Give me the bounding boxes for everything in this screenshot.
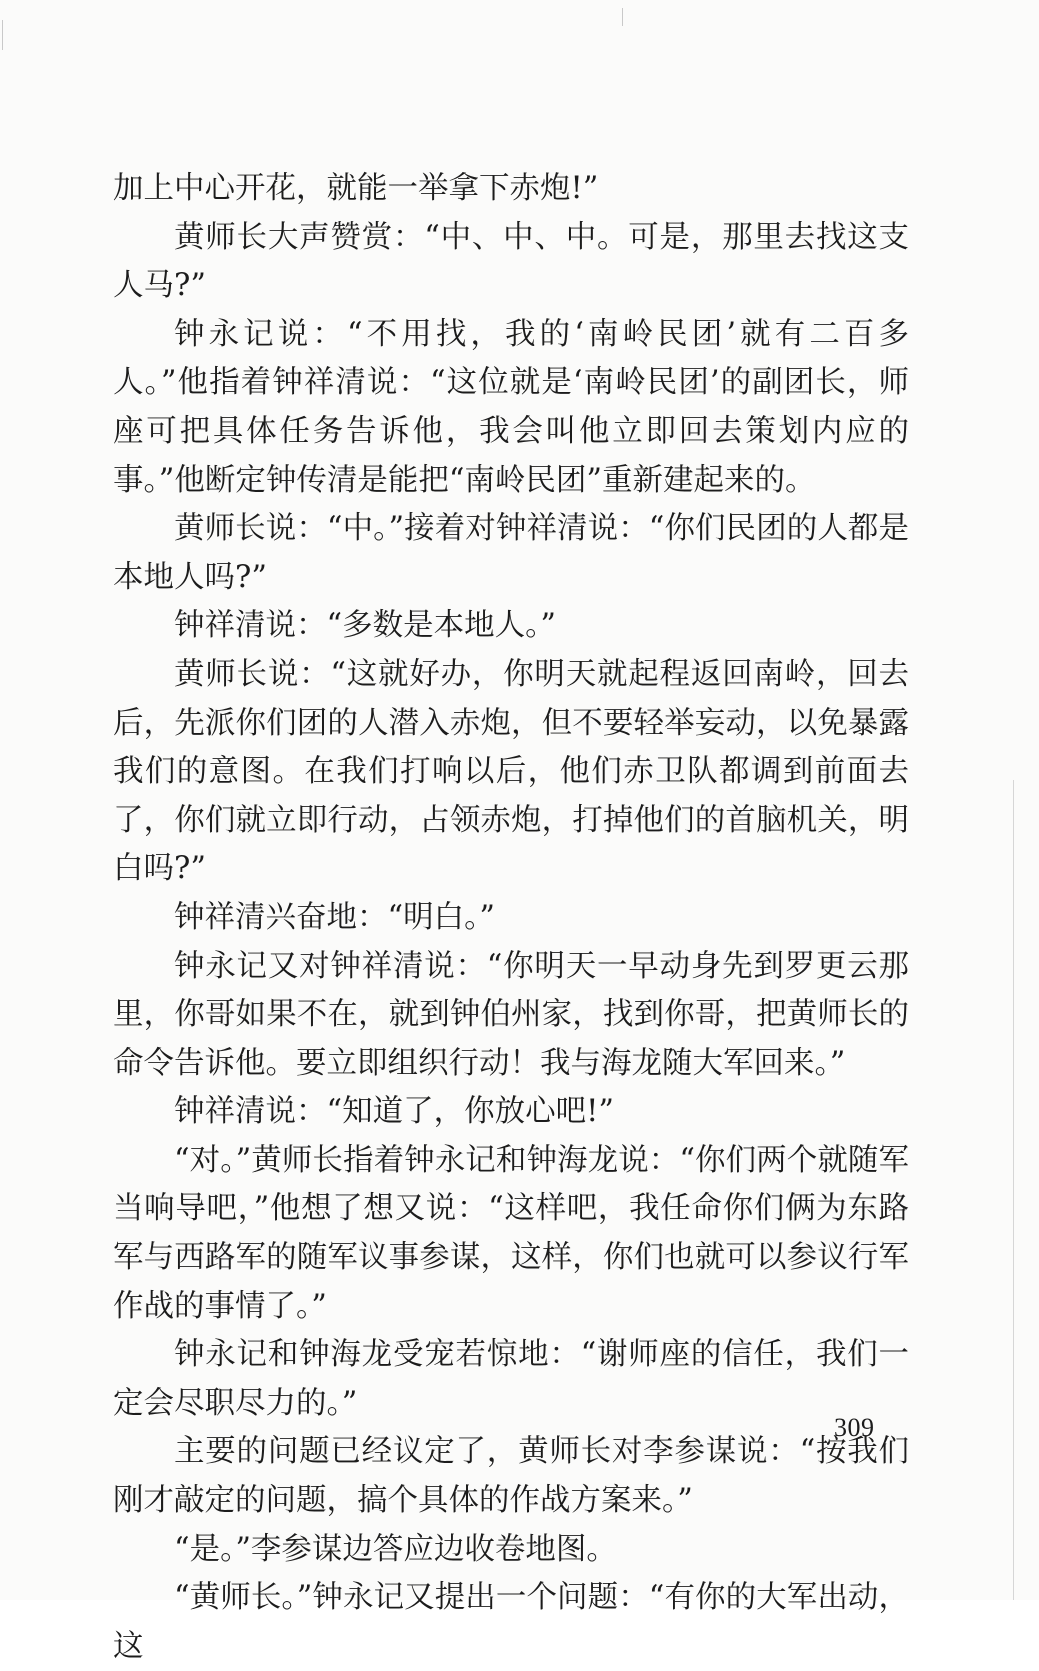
paragraph: 钟永记说：“不用找，我的‘南岭民团’就有二百多人。”他指着钟祥清说：“这位就是‘南岭民团’的副团长，师座可把具体任务告诉他，我会叫他立即回去策划内应的事。”他断定钟传清是能把“南岭民团”重新建起来的。 — [113, 316, 909, 498]
paragraph: 黄师长说：“中。”接着对钟祥清说：“你们民团的人都是本地人吗?” — [113, 511, 909, 595]
paragraph: 钟祥清说：“知道了，你放心吧!” — [174, 1094, 614, 1130]
paragraph: “对。”黄师长指着钟永记和钟海龙说：“你们两个就随军当响导吧，”他想了想又说：“这样吧，我任命你们俩为东路军与西路军的随军议事参谋，这样，你们也就可以参议行军作战的事情了。” — [113, 1142, 909, 1324]
paragraph: 钟永记和钟海龙受宠若惊地：“谢师座的信任，我们一定会尽职尽力的。” — [113, 1337, 909, 1421]
paragraph: “黄师长。”钟永记又提出一个问题：“有你的大军出动，这 — [113, 1580, 909, 1664]
paragraph: 加上中心开花，就能一举拿下赤炮!” — [113, 171, 599, 206]
paragraph: “是。”李参谋边答应边收卷地图。 — [174, 1531, 617, 1567]
paragraph: 钟祥清说：“多数是本地人。” — [174, 608, 556, 644]
paragraph: 钟永记又对钟祥清说：“你明天一早动身先到罗更云那里，你哥如果不在，就到钟伯州家，找到你哥，把黄师长的命令告诉他。要立即组织行动！我与海龙随大军回来。” — [113, 948, 909, 1081]
paragraph: 黄师长说：“这就好办，你明天就起程返回南岭，回去后，先派你们团的人潜入赤炮，但不要轻举妄动，以免暴露我们的意图。在我们打响以后，他们赤卫队都调到前面去了，你们就立即行动，占领赤炮，打掉他们的首脑机关，明白吗?” — [113, 656, 909, 887]
paragraph: 黄师长大声赞赏：“中、中、中。可是，那里去找这支人马?” — [113, 219, 909, 304]
paragraph: 钟祥清兴奋地：“明白。” — [174, 899, 495, 935]
scan-artifact-line — [2, 20, 3, 50]
scan-artifact-line — [1013, 780, 1014, 1600]
page-number: 309 — [834, 1413, 875, 1442]
scan-artifact-line — [622, 8, 623, 26]
body-text — [113, 165, 909, 1671]
paragraph: 主要的问题已经议定了，黄师长对李参谋说：“按我们刚才敲定的问题，搞个具体的作战方案来。” — [113, 1434, 909, 1519]
